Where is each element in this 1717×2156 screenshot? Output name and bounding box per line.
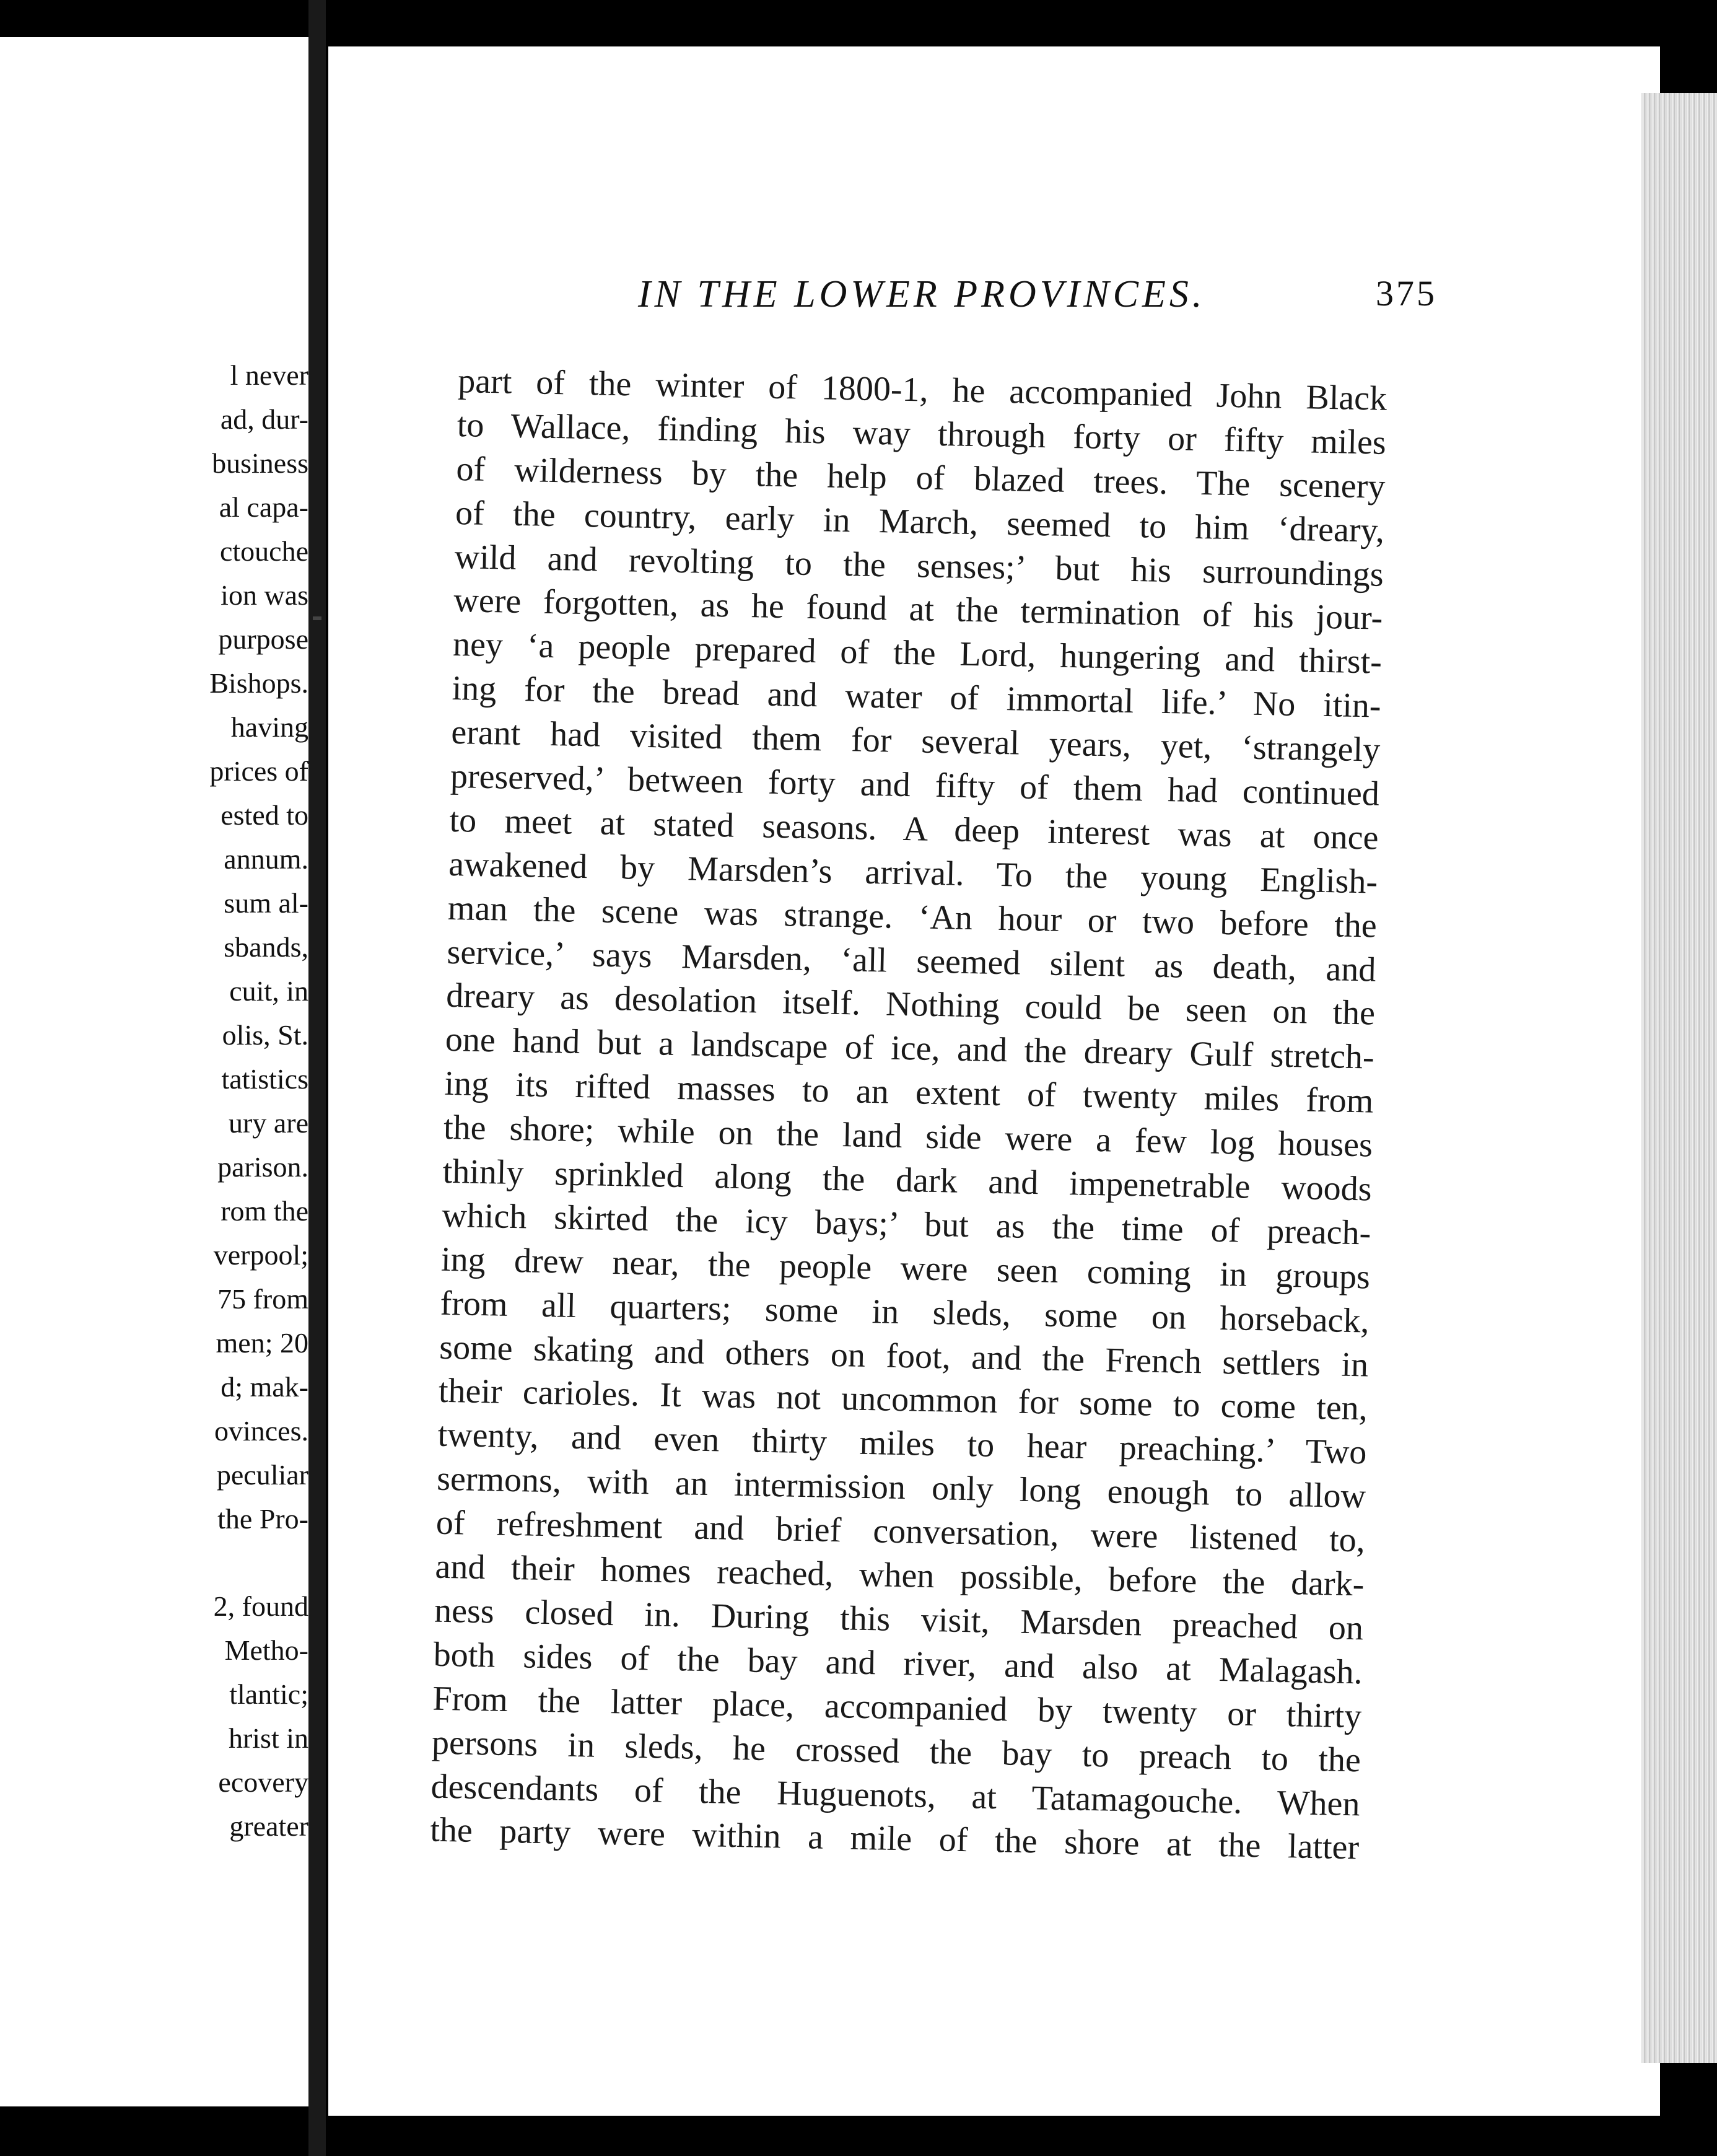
text-line: awakened by Marsden’s arrival. To the young English- <box>448 844 1378 901</box>
text-line: the party were within a mile of the shore at the latter <box>429 1810 1360 1867</box>
running-head-title: IN THE LOWER PROVINCES. <box>638 273 1206 315</box>
text-line: descendants of the Huguenots, at Tatamagouche. When <box>430 1767 1361 1823</box>
left-line: sum al- <box>224 887 308 919</box>
left-line: ctouche <box>219 535 308 567</box>
text-line: service,’ says Marsden, ‘all seemed silent as death, and <box>447 932 1376 989</box>
left-line: having <box>230 711 308 743</box>
left-line: greater <box>229 1810 308 1842</box>
left-line: prices of <box>209 755 308 787</box>
text-line: which skirted the icy bays;’ but as the time of preach- <box>441 1196 1371 1253</box>
text-line: to meet at stated seasons. A deep interest was at once <box>449 800 1379 857</box>
left-line: 75 from <box>217 1283 308 1315</box>
book-gutter <box>308 0 326 2156</box>
text-line: twenty, and even thirty miles to hear preaching.’ Two <box>437 1416 1367 1472</box>
running-head <box>638 273 1437 328</box>
paragraph-gap <box>209 1541 308 1584</box>
left-line: ury are <box>229 1107 308 1139</box>
left-line: cuit, in <box>229 975 308 1007</box>
text-line: of the country, early in March, seemed to him ‘dreary, <box>455 493 1385 550</box>
left-line: ecovery <box>218 1766 308 1798</box>
text-line: from all quarters; some in sleds, some on horseback, <box>440 1284 1370 1341</box>
left-line: al capa- <box>219 491 308 523</box>
left-line: tlantic; <box>229 1678 308 1710</box>
text-line: persons in sleds, he crossed the bay to preach to the <box>431 1723 1361 1779</box>
text-line: some skating and others on foot, and the French settlers in <box>439 1328 1369 1385</box>
text-line: both sides of the bay and river, and also at Malagash. <box>433 1635 1363 1692</box>
text-line: their carioles. It was not uncommon for some to come ten, <box>438 1372 1368 1428</box>
left-line: peculiar <box>216 1459 308 1491</box>
left-line: hrist in <box>228 1722 308 1754</box>
text-line: thinly sprinkled along the dark and impenetrable woods <box>442 1152 1373 1209</box>
left-line: l never <box>230 359 308 391</box>
text-line: preserved,’ between forty and fifty of them had continued <box>450 756 1380 813</box>
text-line: ing for the bread and water of immortal life.’ No itin- <box>452 669 1382 725</box>
scan-speck <box>313 616 321 620</box>
left-line: sbands, <box>224 931 308 963</box>
body-text <box>430 359 1387 1870</box>
text-line: the shore; while on the land side were a few log houses <box>443 1108 1373 1165</box>
left-line: ad, dur- <box>220 403 308 435</box>
left-line: parison. <box>217 1151 308 1183</box>
text-line: part of the winter of 1800-1, he accompanied John Black <box>457 361 1387 418</box>
text-line: ney ‘a people prepared of the Lord, hungering and thirst- <box>452 625 1383 682</box>
left-line: rom the <box>221 1195 308 1227</box>
text-line: erant had visited them for several years, yet, ‘strangely <box>450 713 1381 769</box>
left-line: purpose <box>218 623 308 655</box>
left-page <box>0 37 308 2106</box>
left-line: ested to <box>221 799 308 831</box>
text-line: were forgotten, as he found at the termination of his jour- <box>453 581 1383 638</box>
left-line: the Pro- <box>217 1503 308 1535</box>
left-line: ion was <box>221 579 308 611</box>
left-line: men; 20 <box>216 1327 308 1359</box>
left-page-text <box>209 353 308 1848</box>
text-line: ing its rifted masses to an extent of twenty miles from <box>443 1064 1374 1121</box>
left-line: annum. <box>224 843 308 875</box>
page-number: 375 <box>1376 273 1437 313</box>
text-line: and their homes reached, when possible, before the dark- <box>434 1547 1365 1604</box>
left-line: Metho- <box>224 1634 308 1666</box>
left-line: Bishops. <box>209 667 308 699</box>
left-line: tatistics <box>221 1063 308 1095</box>
page-edges <box>1641 93 1717 2063</box>
text-line: From the latter place, accompanied by twenty or thirty <box>432 1679 1362 1736</box>
text-line: man the scene was strange. ‘An hour or two before the <box>447 888 1378 945</box>
left-line: business <box>212 447 308 479</box>
text-line: to Wallace, finding his way through forty or fifty miles <box>457 405 1387 462</box>
text-line: ing drew near, the people were seen coming in groups <box>440 1240 1371 1297</box>
text-line: ness closed in. During this visit, Marsden preached on <box>434 1591 1364 1648</box>
left-line: ovinces. <box>214 1415 308 1447</box>
left-line: 2, found <box>213 1590 308 1622</box>
text-line: wild and revolting to the senses;’ but his surroundings <box>454 537 1384 594</box>
left-line: olis, St. <box>222 1019 308 1051</box>
text-line: one hand but a landscape of ice, and the dreary Gulf stretch- <box>445 1020 1375 1077</box>
text-line: of refreshment and brief conversation, were listened to, <box>435 1503 1366 1560</box>
text-line: dreary as desolation itself. Nothing could be seen on the <box>445 976 1376 1033</box>
text-line: sermons, with an intermission only long enough to allow <box>436 1459 1366 1516</box>
left-line: verpool; <box>213 1239 308 1271</box>
text-line: of wilderness by the help of blazed trees. The scenery <box>456 449 1386 506</box>
left-line: d; mak- <box>221 1371 308 1403</box>
